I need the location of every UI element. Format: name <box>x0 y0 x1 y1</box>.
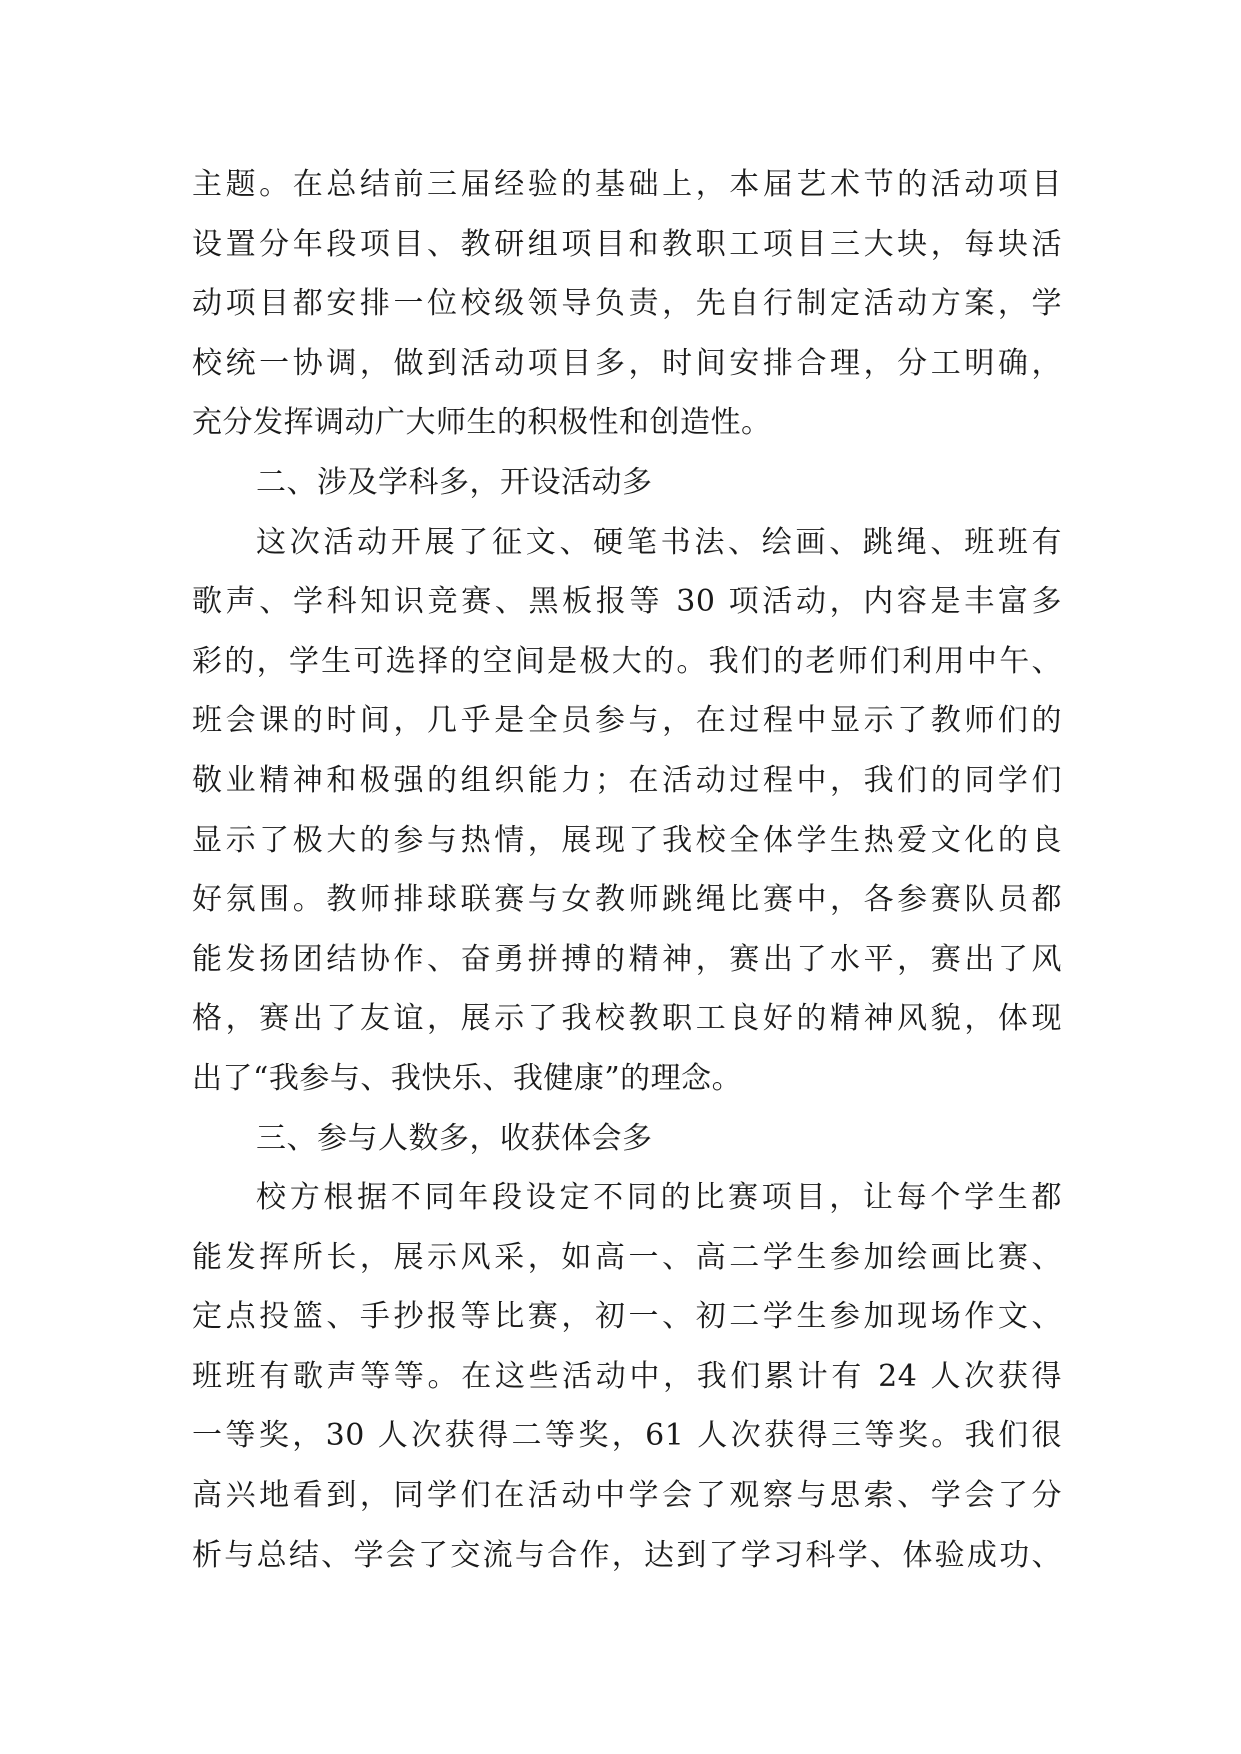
text-line: 设置分年段项目、教研组项目和教职工项目三大块，每块活 <box>192 226 1062 262</box>
text-line: 校统一协调，做到活动项目多，时间安排合理，分工明确， <box>192 345 1062 381</box>
text-line: 高兴地看到，同学们在活动中学会了观察与思索、学会了分 <box>192 1478 1062 1514</box>
text-line: 定点投篮、手抄报等比赛，初一、初二学生参加现场作文、 <box>192 1299 1062 1335</box>
text-line: 班班有歌声等等。在这些活动中，我们累计有 24 人次获得 <box>192 1358 1062 1394</box>
text-line: 校方根据不同年段设定不同的比赛项目，让每个学生都 <box>256 1180 1062 1216</box>
text-line: 显示了极大的参与热情，展现了我校全体学生热爱文化的良 <box>192 822 1062 858</box>
text-line: 格，赛出了友谊，展示了我校教职工良好的精神风貌，体现 <box>192 1001 1062 1037</box>
body-text <box>192 155 1062 1585</box>
text-line: 歌声、学科知识竞赛、黑板报等 30 项活动，内容是丰富多 <box>192 584 1062 620</box>
text-line: 充分发挥调动广大师生的积极性和创造性。 <box>192 405 772 441</box>
text-line: 彩的，学生可选择的空间是极大的。我们的老师们利用中午、 <box>192 643 1062 679</box>
text-line: 出了“我参与、我快乐、我健康”的理念。 <box>192 1060 743 1096</box>
text-line: 好氛围。教师排球联赛与女教师跳绳比赛中，各参赛队员都 <box>192 882 1062 918</box>
text-line: 敬业精神和极强的组织能力；在活动过程中，我们的同学们 <box>192 762 1062 798</box>
text-line: 班会课的时间，几乎是全员参与，在过程中显示了教师们的 <box>192 703 1062 739</box>
text-line: 能发扬团结协作、奋勇拼搏的精神，赛出了水平，赛出了风 <box>192 941 1062 977</box>
text-line: 这次活动开展了征文、硬笔书法、绘画、跳绳、班班有 <box>256 524 1062 560</box>
text-line: 主题。在总结前三届经验的基础上，本届艺术节的活动项目 <box>192 167 1062 202</box>
text-line: 析与总结、学会了交流与合作，达到了学习科学、体验成功、 <box>192 1537 1062 1573</box>
section-heading: 三、参与人数多，收获体会多 <box>256 1120 653 1156</box>
text-line: 动项目都安排一位校级领导负责，先自行制定活动方案，学 <box>192 286 1062 322</box>
text-line: 一等奖，30 人次获得二等奖，61 人次获得三等奖。我们很 <box>192 1418 1062 1454</box>
text-line: 能发挥所长，展示风采，如高一、高二学生参加绘画比赛、 <box>192 1239 1062 1275</box>
section-heading: 二、涉及学科多，开设活动多 <box>256 464 653 500</box>
